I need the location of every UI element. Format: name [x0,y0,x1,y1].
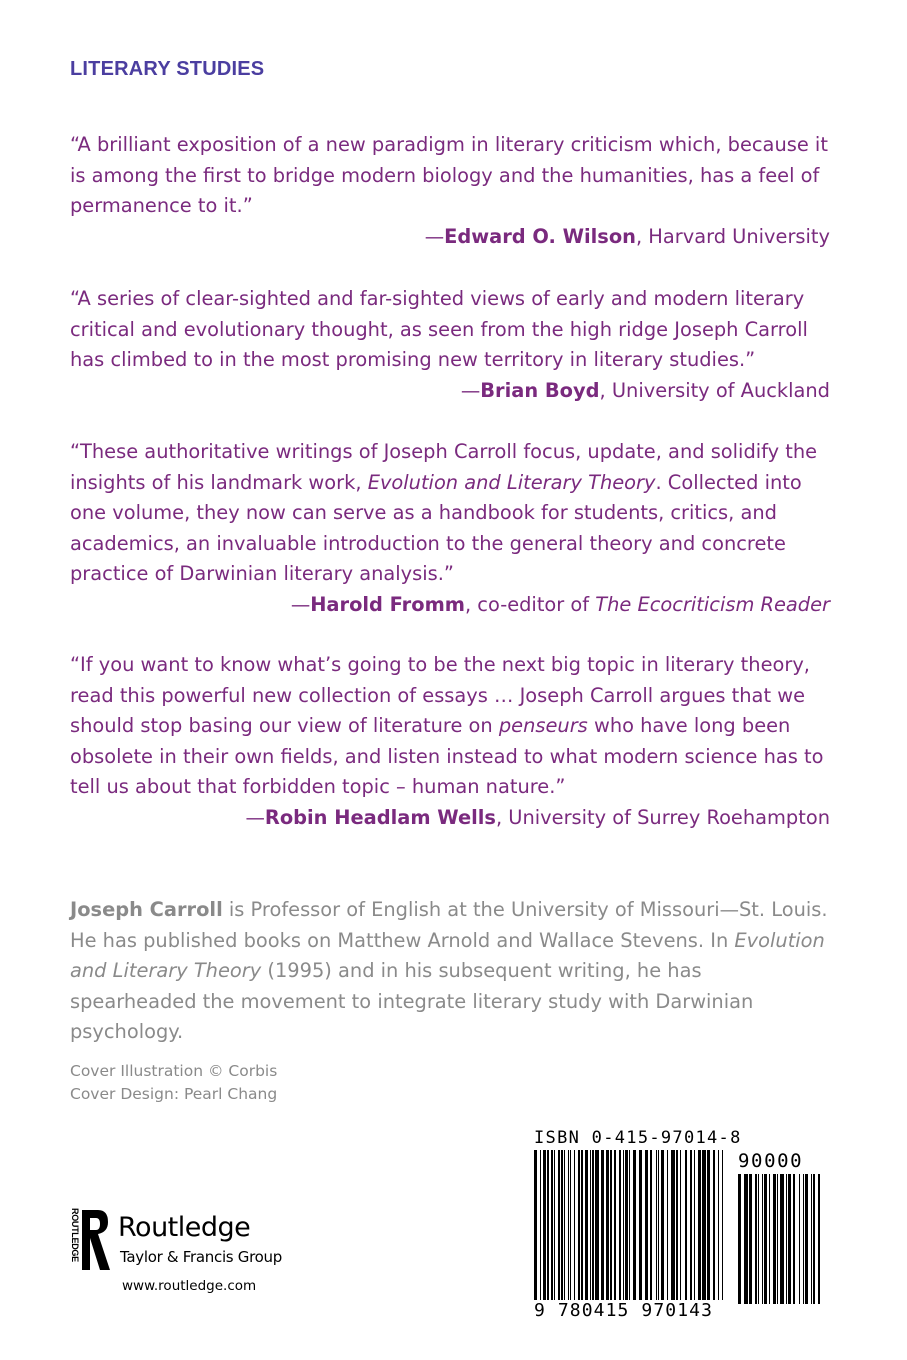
barcode-stripe [656,1150,657,1300]
barcode-stripe [690,1150,692,1300]
publisher-name: Routledge [118,1212,251,1243]
barcode-stripe [568,1150,569,1300]
barcode-stripe [629,1150,630,1300]
cover-credits [70,1060,277,1106]
barcode-stripe [780,1174,784,1304]
barcode-stripe [561,1150,563,1300]
quote-text: “A brilliant exposition of a new paradigm in literary criticism which, because it is among the first to bridge modern biology and the humanities, has a feel of permanence to it.” [70,133,828,218]
attribution-dash: — [245,805,265,829]
barcode-stripe [676,1150,678,1300]
attribution-affiliation: , Harvard University [635,224,830,248]
quote-text [70,650,830,803]
attribution-name: Harold Fromm [310,592,465,616]
barcode-stripe [534,1150,537,1300]
barcode-stripe [540,1150,541,1300]
barcode-stripe [610,1150,612,1300]
attribution-name: Robin Headlam Wells [264,805,496,829]
routledge-r-icon [78,1208,112,1272]
attribution-dash: — [460,378,481,402]
quote-text-part: who have long been obsolete in their own fields, and listen instead to what modern science has to tell us about that forbidden topic – human nature.” [70,714,824,799]
quote-text-part: “These authoritative writings of Joseph Carroll focus, update, and solidify the insights of his landmark work, [70,440,818,494]
attribution-dash: — [290,592,311,616]
barcode-stripe [570,1150,571,1300]
italic-word: penseurs [498,714,588,738]
quote-attribution [70,222,830,253]
ean-barcode-bars [534,1150,726,1308]
barcode-stripe [543,1150,546,1300]
barcode-stripe [574,1150,575,1300]
author-name: Joseph Carroll [70,898,223,921]
barcode-stripe [793,1174,795,1304]
barcode-stripe [650,1150,652,1300]
barcode-stripe [813,1174,815,1304]
barcode-stripe [554,1150,555,1300]
attribution-name: Edward O. Wilson [444,224,636,248]
attribution-affiliation: , University of Surrey Roehampton [495,805,830,829]
endorsement-quote-wells [70,650,830,834]
publisher-logo [66,1208,306,1298]
barcode-stripe [803,1174,804,1304]
author-bio [70,895,830,1048]
barcode-stripe [744,1174,748,1304]
barcode-stripe [722,1150,723,1300]
barcode-stripe [658,1150,659,1300]
barcode-stripe [698,1150,701,1300]
attribution-name: Brian Boyd [480,378,600,402]
barcode-stripe [713,1150,715,1300]
endorsement-quote-wilson [70,130,830,252]
quote-text-part: “If you want to know what’s going to be the next big topic in literary theory, read this powerful new collection of essays … Joseph Carroll argues that we should stop basing our view of literature on [70,653,810,738]
barcode-stripe [805,1174,808,1304]
barcode-stripe [551,1150,553,1300]
bio-text-part: (1995) and in his subsequent writing, he has spearheaded the movement to integrate literary study with Darwinian psychology. [70,959,754,1044]
barcode-stripe [777,1174,778,1304]
barcode-stripe [547,1150,549,1300]
quote-attribution [70,376,830,407]
barcode-stripe [694,1150,695,1300]
barcode-stripe [585,1150,588,1300]
quote-attribution [70,590,830,621]
barcode-stripe [786,1174,787,1304]
attribution-dash: — [424,224,445,248]
barcode-stripe [707,1150,710,1300]
barcode-stripe [633,1150,636,1300]
barcode-stripe [773,1174,776,1304]
barcode-stripe [749,1174,752,1304]
bio-text-part: is Professor of English at the University of Missouri—St. Louis. He has published books on Matthew Arnold and Wallace Stevens. In [70,898,828,952]
barcode-stripe [564,1150,565,1300]
addon-barcode-bars [738,1174,822,1308]
publisher-group: Taylor & Francis Group [120,1248,282,1266]
barcode-stripe [769,1174,770,1304]
book-title-italic: Evolution and Literary Theory [367,470,656,494]
bio-book-title: Evolution and Literary Theory [70,928,825,983]
price-code-label: 90000 [738,1150,804,1172]
barcode-stripe [558,1150,560,1300]
barcode-stripe [799,1174,800,1304]
barcode-stripe [702,1150,706,1300]
barcode-stripe [718,1150,719,1300]
barcode-stripe [671,1150,675,1300]
cover-design-credit: Cover Design: Pearl Chang [70,1085,278,1103]
attribution-affiliation: , University of Auckland [599,378,830,402]
barcode-stripe [645,1150,648,1300]
quote-attribution [70,803,830,834]
endorsement-quote-fromm [70,437,830,621]
barcode-stripe [818,1174,820,1304]
barcode-stripe [680,1150,681,1300]
barcode-stripe [667,1150,668,1300]
barcode-stripe [590,1150,591,1300]
section-category: LITERARY STUDIES [70,58,265,80]
barcode-stripe [762,1174,763,1304]
barcode-stripe [661,1150,664,1300]
barcode-stripe [614,1150,616,1300]
barcode-stripe [639,1150,642,1300]
isbn-label: ISBN 0-415-97014-8 [534,1128,742,1148]
barcode-stripe [619,1150,621,1300]
barcode-stripe [755,1174,757,1304]
barcode-stripe [606,1150,609,1300]
barcode-stripe [685,1150,687,1300]
barcode-stripe [581,1150,583,1300]
barcode-stripe [601,1150,604,1300]
barcode-stripe [764,1174,767,1304]
barcode-stripe [811,1174,812,1304]
publisher-vertical-wordmark: ROUTLEDGE [70,1208,80,1262]
publisher-website: www.routledge.com [122,1278,257,1294]
attribution-affiliation: , co-editor of [464,592,596,616]
quote-text [70,437,830,590]
barcode-stripe [595,1150,599,1300]
barcode-stripe [592,1150,594,1300]
barcode-stripe [578,1150,580,1300]
attribution-book-title: The Ecocriticism Reader [595,592,830,616]
quote-text-part: . Collected into one volume, they now can serve as a handbook for students, critics, and academics, an invaluable introduction to the general theory and concrete practice of Darwinian literary analysis.” [70,470,802,586]
ean-digits: 9 780415 970143 [534,1300,714,1321]
barcode-stripe [738,1174,741,1304]
barcode-stripe [758,1174,759,1304]
barcode-stripe [623,1150,624,1300]
endorsement-quote-boyd [70,284,830,406]
barcode-stripe [625,1150,628,1300]
cover-illustration-credit: Cover Illustration © Corbis [70,1062,278,1080]
barcode-stripe [788,1174,791,1304]
quote-text: “A series of clear-sighted and far-sighted views of early and modern literary critical and evolutionary thought, as seen from the high ridge Joseph Carroll has climbed to in the most promising new territory in literary studies.” [70,287,808,372]
